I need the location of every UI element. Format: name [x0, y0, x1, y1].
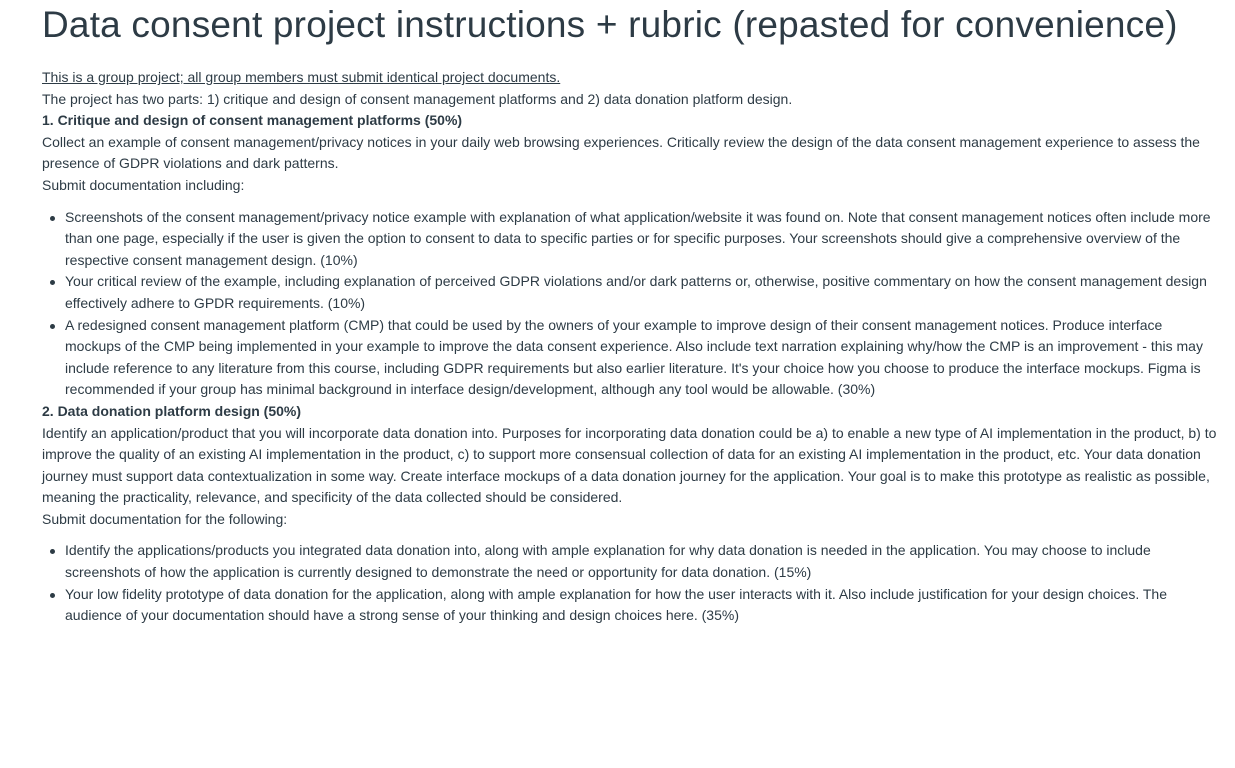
bullet-dot-icon: [50, 216, 55, 221]
section2-submit-intro: Submit documentation for the following:: [42, 510, 288, 527]
bullet-text: A redesigned consent management platform (CMP) that could be used by the owners of your example to improve design of their consent management notices. Produce interface mockups of the CMP being implemented in your example to improve the data consent experience. Also include text narration explaining why/how the CMP is an improvement - this may include reference to any literature from this course, including GDPR requirements but also earlier literature. It's your choice how you choose to produce the interface mockups. Figma is recommended if your group has minimal background in interface design/development, although any tool would be allowable. (30%): [65, 316, 1203, 398]
bullet-text: Screenshots of the consent management/privacy notice example with explanation of what application/website it was found on. Note that consent management notices often include more than one page, especially if the user is given the option to consent to data to specific parties or for specific purposes. Your screenshots should give a comprehensive overview of the respective consent management design. (10%): [65, 208, 1211, 268]
section2-bullet-prototype: [65, 584, 1219, 627]
section2-bullet-list: [42, 540, 1219, 626]
bullet-text: Identify the applications/products you integrated data donation into, along with ample explanation for why data donation is needed in the application. You may choose to include screenshots of how the application is currently designed to demonstrate the need or opportunity for data donation. (15%): [65, 542, 1151, 581]
page-title: Data consent project instructions + rubric (repasted for convenience): [42, 4, 1178, 45]
bullet-dot-icon: [50, 549, 55, 554]
group-project-note: This is a group project; all group members must submit identical project documents.: [42, 69, 561, 85]
section1-bullet-critical-review: [65, 271, 1219, 314]
section1-bullet-list: [42, 207, 1219, 401]
section1-bullet-redesign: [65, 315, 1219, 401]
bullet-dot-icon: [50, 280, 55, 285]
parts-intro: The project has two parts: 1) critique and design of consent management platforms and 2) data donation platform design.: [42, 90, 793, 107]
section2-bullet-applications: [65, 540, 1219, 583]
section2-identify-paragraph: Identify an application/product that you will incorporate data donation into. Purposes for incorporating data donation could be a) to enable a new type of AI implementation in the product, b) to improve the quality of an existing AI implementation in the product, c) to support more consensual collection of data for an existing AI implementation in the product, etc. Your data donation journey must support data contextualization in some way. Create interface mockups of a data donation journey for the application. Your goal is to make this prototype as realistic as possible, meaning the practicality, relevance, and specificity of the data collected should be considered.: [42, 424, 1217, 506]
section1-bullet-screenshots: [65, 207, 1219, 272]
bullet-text: Your low fidelity prototype of data donation for the application, along with ample explanation for how the user interacts with it. Also include justification for your design choices. The audience of your documentation should have a strong sense of your thinking and design choices here. (35%): [65, 585, 1167, 624]
bullet-dot-icon: [50, 324, 55, 329]
section1-heading: 1. Critique and design of consent management platforms (50%): [42, 112, 463, 129]
bullet-text: Your critical review of the example, including explanation of perceived GDPR violations and/or dark patterns or, otherwise, positive commentary on how the consent management design effectively adhere to GPDR requirements. (10%): [65, 273, 1207, 311]
section1-collect-paragraph: Collect an example of consent management/privacy notices in your daily web browsing experiences. Critically review the design of the data consent management experience to assess the presence of GDPR violations and dark patterns.: [42, 133, 1200, 172]
section2-heading: 2. Data donation platform design (50%): [42, 402, 302, 419]
section1-submit-intro: Submit documentation including:: [42, 176, 245, 193]
bullet-dot-icon: [50, 593, 55, 598]
